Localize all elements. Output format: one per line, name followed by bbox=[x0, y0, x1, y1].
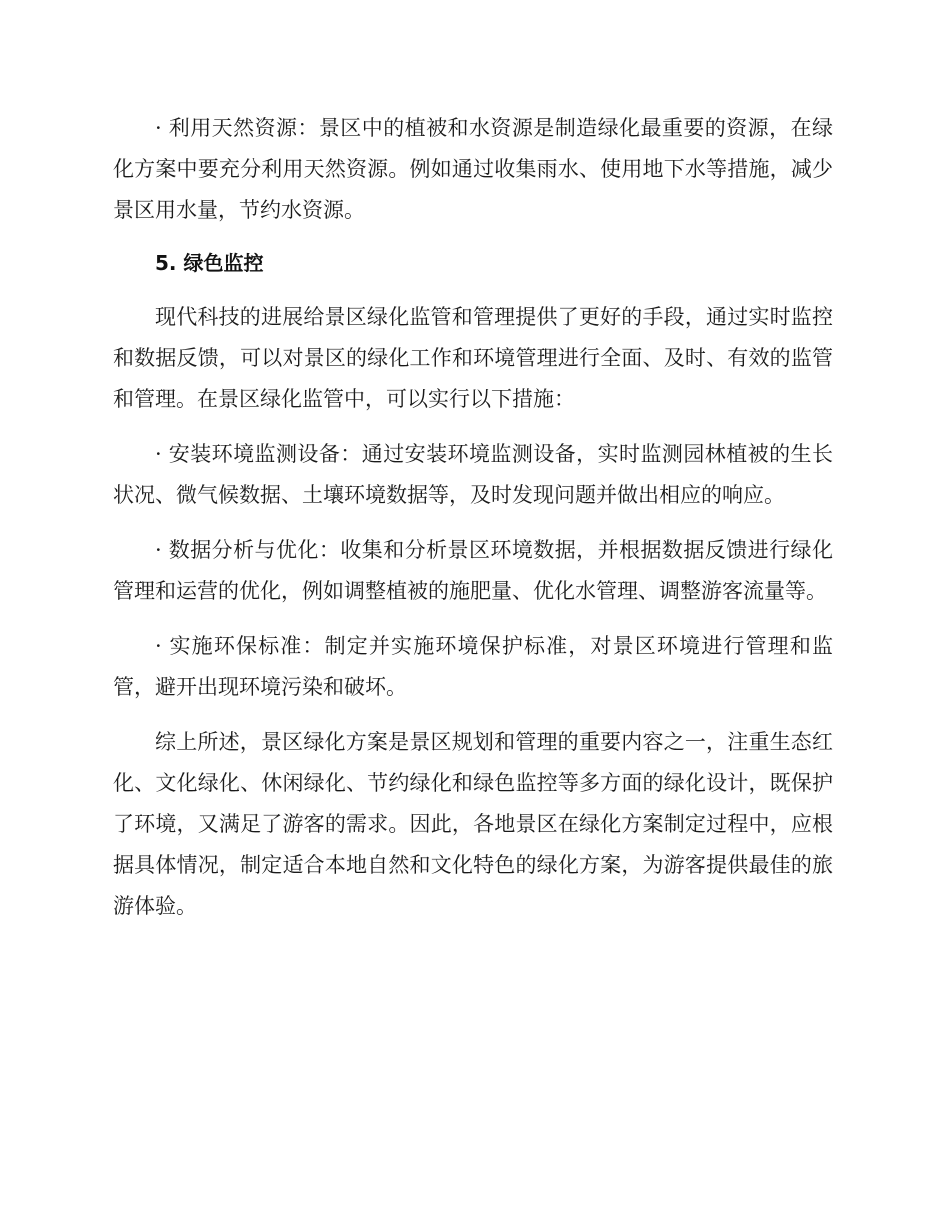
document-body bbox=[113, 108, 833, 941]
bullet-monitoring-equipment: · 安装环境监测设备：通过安装环境监测设备，实时监测园林植被的生长状况、微气候数据、土壤环境数据等，及时发现问题并做出相应的响应。 bbox=[113, 442, 833, 507]
paragraph-monitoring-intro: 现代科技的进展给景区绿化监管和管理提供了更好的手段，通过实时监控和数据反馈，可以对景区的绿化工作和环境管理进行全面、及时、有效的监管和管理。在景区绿化监管中，可以实行以下措施： bbox=[113, 305, 833, 411]
section-heading-green-monitoring: 5. 绿色监控 bbox=[155, 251, 264, 275]
bullet-data-analysis: · 数据分析与优化：收集和分析景区环境数据，并根据数据反馈进行绿化管理和运营的优化，例如调整植被的施肥量、优化水管理、调整游客流量等。 bbox=[113, 538, 833, 603]
paragraph-conclusion: 综上所述，景区绿化方案是景区规划和管理的重要内容之一，注重生态红化、文化绿化、休闲绿化、节约绿化和绿色监控等多方面的绿化设计，既保护了环境，又满足了游客的需求。因此，各地景区在绿化方案制定过程中，应根据具体情况，制定适合本地自然和文化特色的绿化方案，为游客提供最佳的旅游体验。 bbox=[113, 730, 833, 918]
bullet-environmental-standards: · 实施环保标准：制定并实施环境保护标准，对景区环境进行管理和监管，避开出现环境污染和破坏。 bbox=[113, 634, 833, 699]
bullet-natural-resources: · 利用天然资源：景区中的植被和水资源是制造绿化最重要的资源，在绿化方案中要充分利用天然资源。例如通过收集雨水、使用地下水等措施，减少景区用水量，节约水资源。 bbox=[113, 116, 833, 222]
